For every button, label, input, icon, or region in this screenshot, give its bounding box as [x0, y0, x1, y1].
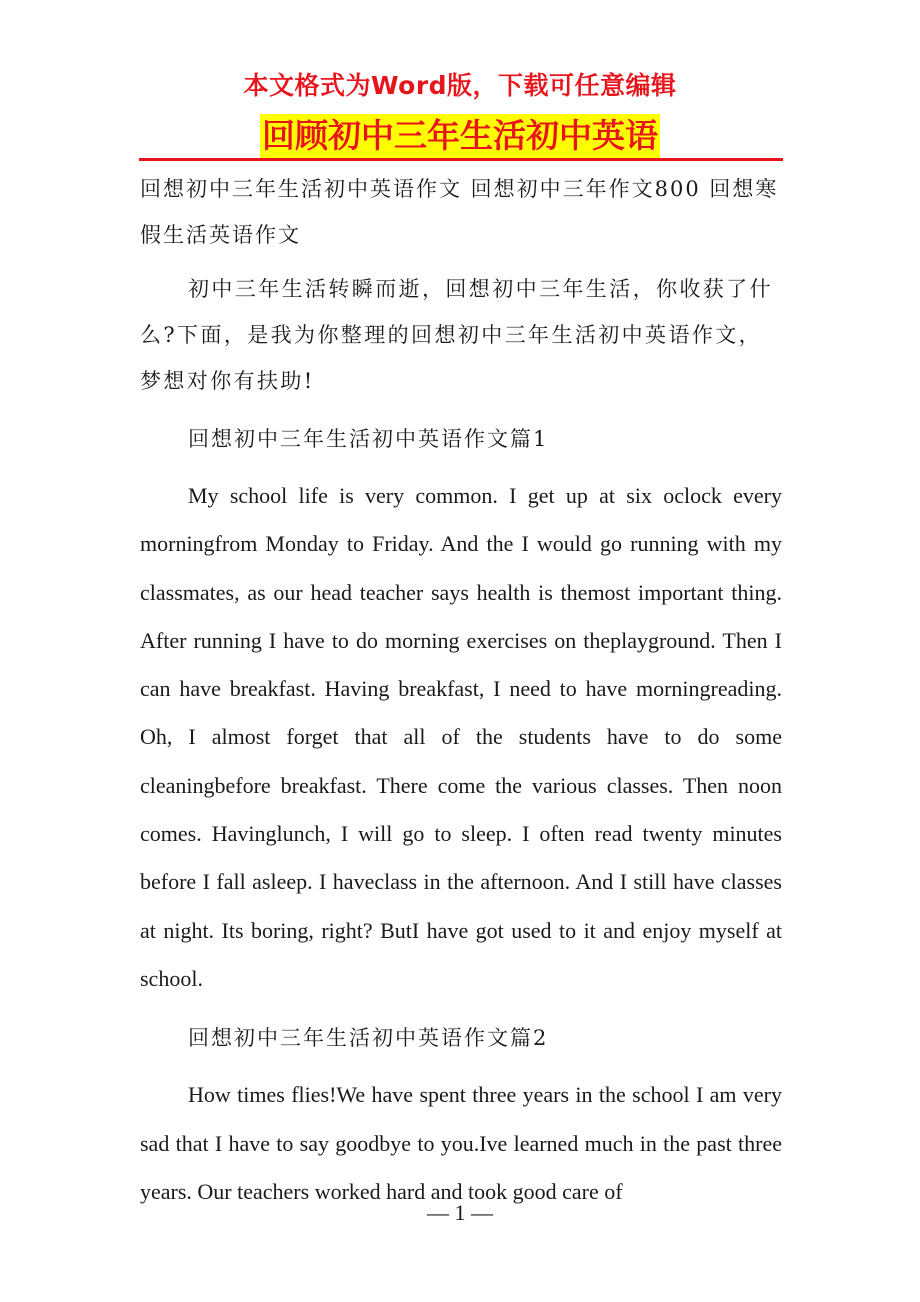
page-number: — 1 —	[427, 1200, 493, 1225]
section-heading-2: 回想初中三年生活初中英语作文篇2	[188, 1026, 549, 1051]
section-heading-1: 回想初中三年生活初中英语作文篇1	[188, 427, 549, 451]
document-subtitle: 回想初中三年生活初中英语作文 回想初中三年作文800 回想寒假生活英语作文	[140, 177, 779, 247]
title-divider	[139, 158, 783, 161]
intro-paragraph: 初中三年生活转瞬而逝，回想初中三年生活，你收获了什么?下面，是我为你整理的回想初中三年生活初中英语作文，梦想对你有扶助!	[140, 277, 773, 393]
document-title: 回顾初中三年生活初中英语	[260, 114, 660, 158]
title-wrapper	[0, 114, 920, 158]
section-body-1: My school life is very common. I get up at six oclock every morningfrom Monday to Friday. And the I would go running with my classmates, as our head teacher says health is themost important thing. After running I have to do morning exercises on theplayground. Then I can have breakfast. Having breakfast, I need to have morningreading. Oh, I almost forget that all of the students have to do some cleaningbefore breakfast. There come the various classes. Then noon comes. Havinglunch, I will go to sleep. I often read twenty minutes before I fall asleep. I haveclass in the afternoon. And I still have classes at night. Its boring, right? ButI have got used to it and enjoy myself at school.	[140, 483, 782, 991]
download-banner: 本文格式为Word版，下载可任意编辑	[243, 71, 677, 100]
document-body	[140, 166, 782, 1216]
section-body-2: How times flies!We have spent three years in the school I am very sad that I have to say goodbye to you.Ive learned much in the past three years. Our teachers worked hard and took good care of	[140, 1082, 782, 1204]
